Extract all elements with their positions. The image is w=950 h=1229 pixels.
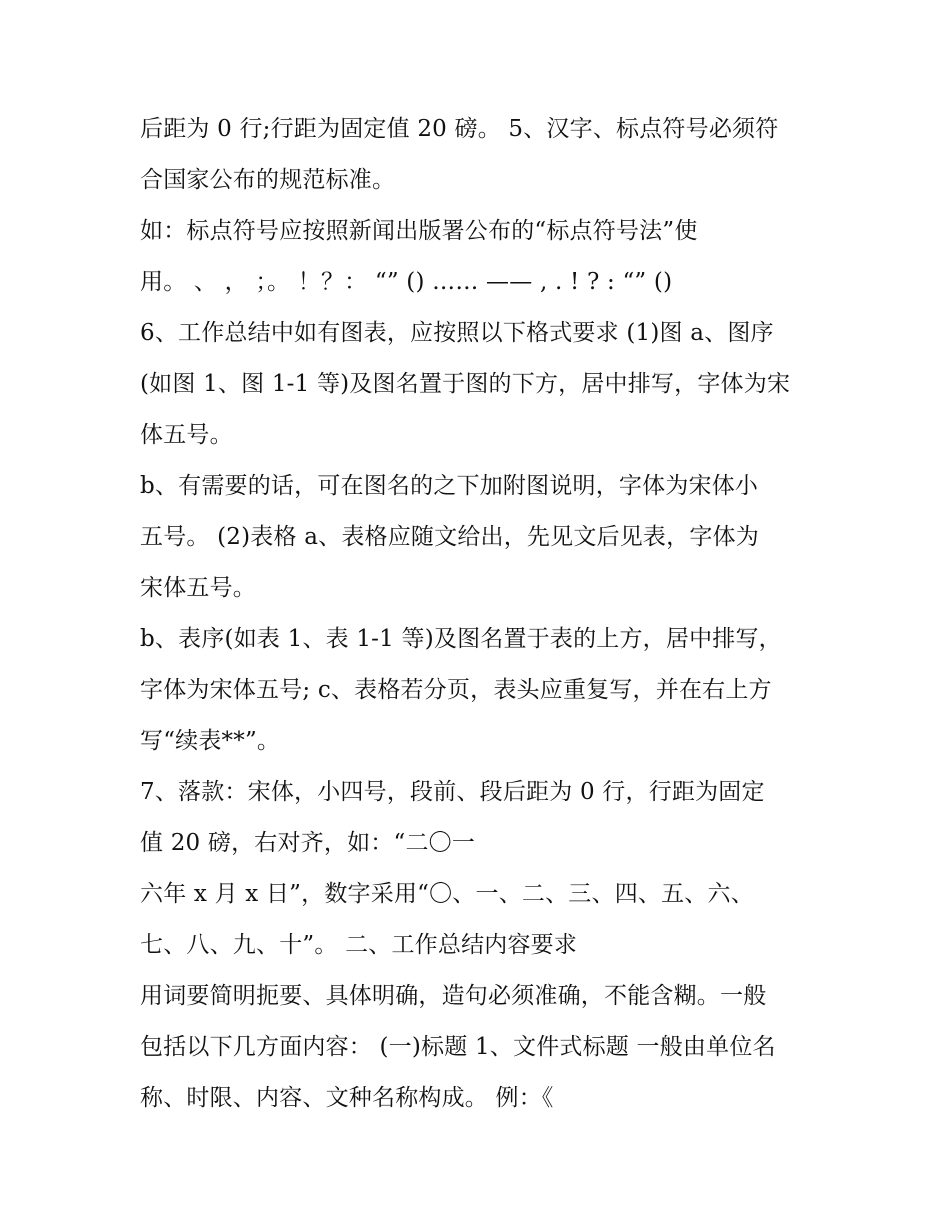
text-line: 字体为宋体五号; c、表格若分页，表头应重复写，并在右上方 [140,677,772,703]
text-line: 五号。 (2)表格 a、表格应随文给出，先见文后见表，字体为 [140,524,759,550]
text-line: 合国家公布的规范标准。 [140,167,396,193]
text-line: 用。 、 ， ；。 ！？： “” () …… —— , . ! ? : “” () [140,269,673,295]
text-line: 用词要简明扼要、具体明确，造句必须准确，不能含糊。一般 [140,983,767,1009]
text-line: b、有需要的话，可在图名的之下加附图说明，字体为宋体小 [140,473,759,499]
text-line: 包括以下几方面内容： (一)标题 1、文件式标题 一般由单位名 [140,1034,776,1060]
text-line: 七、八、九、十”。 二、工作总结内容要求 [140,932,578,958]
text-line: 6、工作总结中如有图表，应按照以下格式要求 (1)图 a、图序 [140,320,774,346]
text-line: 六年 x 月 x 日”，数字采用“〇、一、二、三、四、五、六、 [140,881,754,907]
text-line: 值 20 磅，右对齐，如：“二〇一 [140,830,476,856]
text-line: 如：标点符号应按照新闻出版署公布的“标点符号法”使 [140,218,698,244]
text-line: 称、时限、内容、文种名称构成。 例：《 [140,1085,554,1111]
text-line: b、表序(如表 1、表 1-1 等)及图名置于表的上方，居中排写， [140,626,782,652]
text-line: 7、落款：宋体，小四号，段前、段后距为 0 行，行距为固定 [140,779,765,805]
text-line: 写“续表**”。 [140,728,281,754]
text-line: 体五号。 [140,422,233,448]
text-line: (如图 1、图 1-1 等)及图名置于图的下方，居中排写，字体为宋 [140,371,791,397]
text-line: 宋体五号。 [140,575,256,601]
text-line: 后距为 0 行;行距为固定值 20 磅。 5、汉字、标点符号必须符 [140,116,779,142]
